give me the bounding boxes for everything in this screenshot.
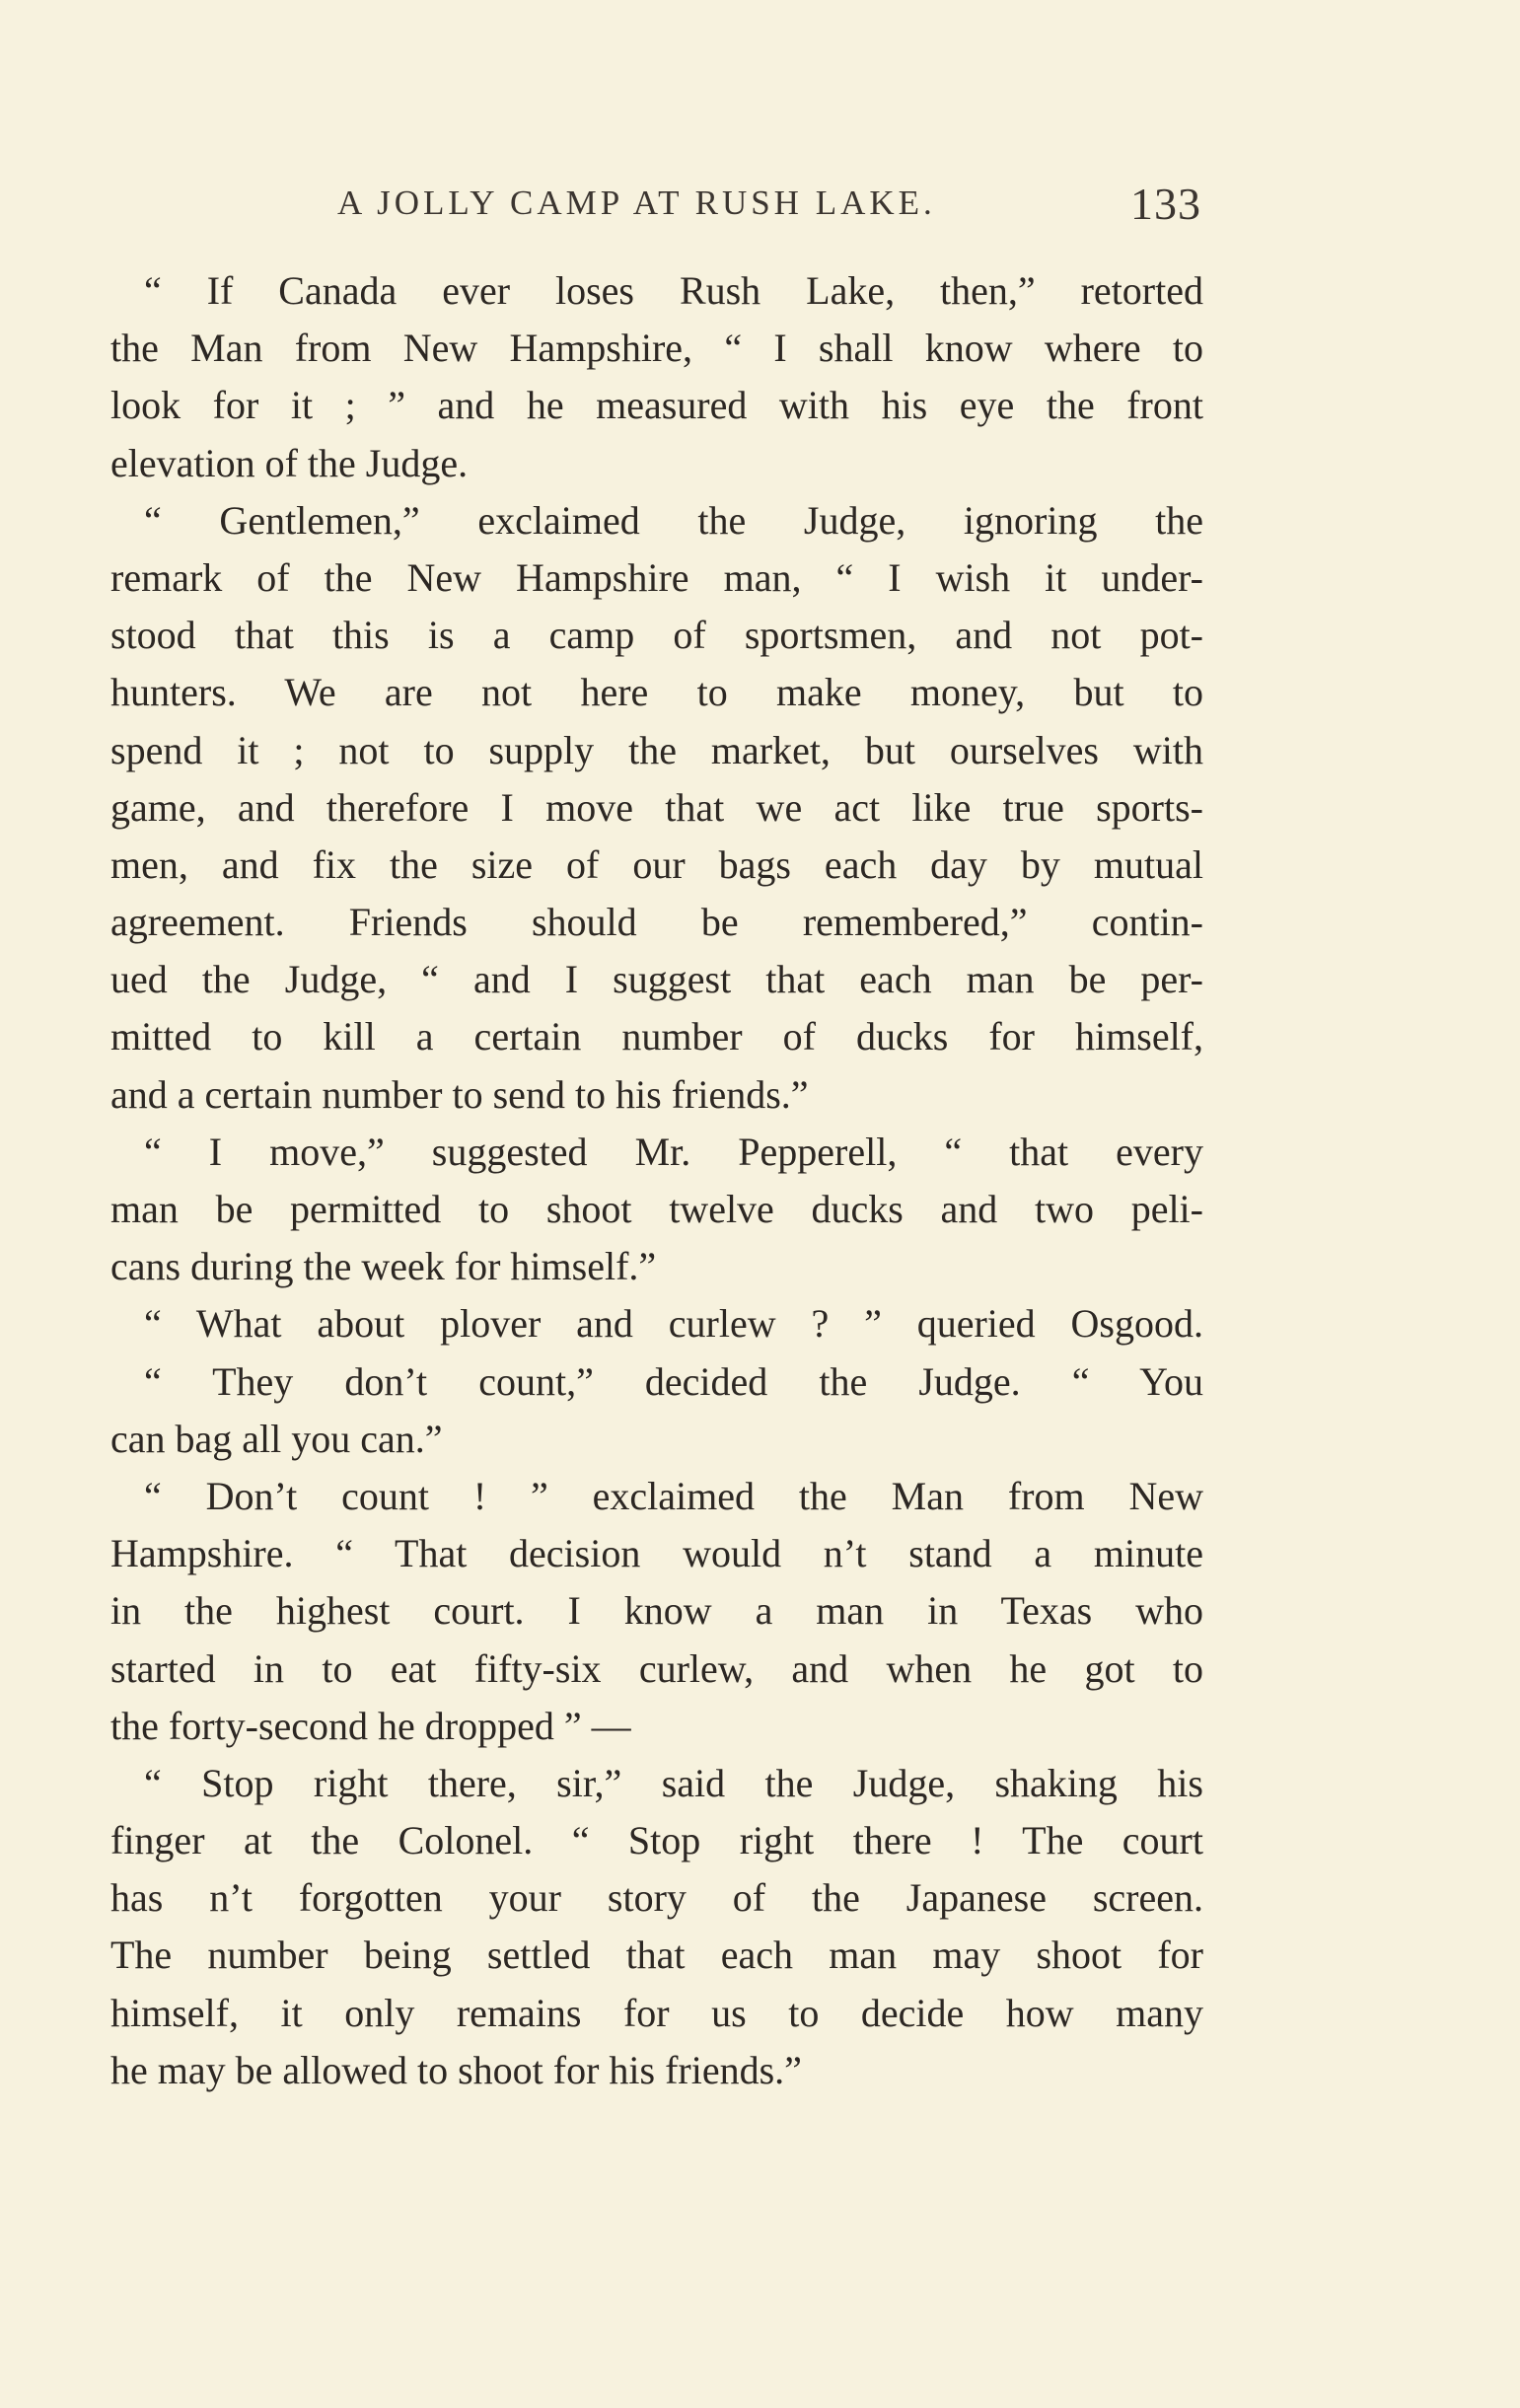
text-line: and a certain number to send to his friends.” [110,1071,809,1117]
text-line: mitted to kill a certain number of ducks for himself, [110,1014,1203,1059]
text-line: has n’t forgotten your story of the Japanese screen. [110,1875,1203,1921]
text-line: The number being settled that each man may shoot for [110,1933,1203,1978]
running-head [109,179,1201,243]
body-text [110,262,1203,2099]
text-line: the Man from New Hampshire, “ I shall know where to [110,326,1203,371]
text-line: “ Don’t count ! ” exclaimed the Man from New [144,1473,1203,1518]
text-line: remark of the New Hampshire man, “ I wish it under- [110,554,1203,600]
text-line: ued the Judge, “ and I suggest that each man be per- [110,957,1203,1002]
text-line: “ Gentlemen,” exclaimed the Judge, ignoring the [144,497,1203,543]
text-line: stood that this is a camp of sportsmen, and not pot- [110,613,1203,658]
text-line: hunters. We are not here to make money, but to [110,670,1203,715]
text-line: men, and fix the size of our bags each day by mutual [110,841,1203,887]
text-line: he may be allowed to shoot for his friends.” [110,2047,802,2092]
text-line: agreement. Friends should be remembered,” contin- [110,900,1203,945]
running-title: A JOLLY CAMP AT RUSH LAKE. [337,183,936,222]
text-line: “ Stop right there, sir,” said the Judge, shaking his [144,1760,1203,1805]
text-line: cans during the week for himself.” [110,1244,657,1289]
text-line: himself, it only remains for us to decide how many [110,1990,1203,2035]
text-line: “ They don’t count,” decided the Judge. “ You [144,1358,1203,1404]
text-line: elevation of the Judge. [110,440,469,485]
page-number: 133 [1130,179,1201,229]
text-line: man be permitted to shoot twelve ducks and two peli- [110,1187,1203,1231]
text-line: game, and therefore I move that we act like true sports- [110,784,1203,830]
text-line: “ I move,” suggested Mr. Pepperell, “ that every [144,1129,1203,1174]
text-line: “ What about plover and curlew ? ” queried Osgood. [144,1301,1203,1347]
text-line: in the highest court. I know a man in Texas who [110,1588,1203,1634]
text-line: look for it ; ” and he measured with his eye the front [110,383,1203,428]
text-line: the forty-second he dropped ” — [110,1703,631,1748]
text-line: “ If Canada ever loses Rush Lake, then,” retorted [144,268,1203,313]
text-line: can bag all you can.” [110,1416,443,1461]
text-line: finger at the Colonel. “ Stop right there ! The court [110,1818,1203,1863]
text-line: spend it ; not to supply the market, but ourselves with [110,727,1203,772]
text-line: started in to eat fifty-six curlew, and when he got to [110,1645,1203,1691]
text-line: Hampshire. “ That decision would n’t stand a minute [110,1531,1203,1576]
